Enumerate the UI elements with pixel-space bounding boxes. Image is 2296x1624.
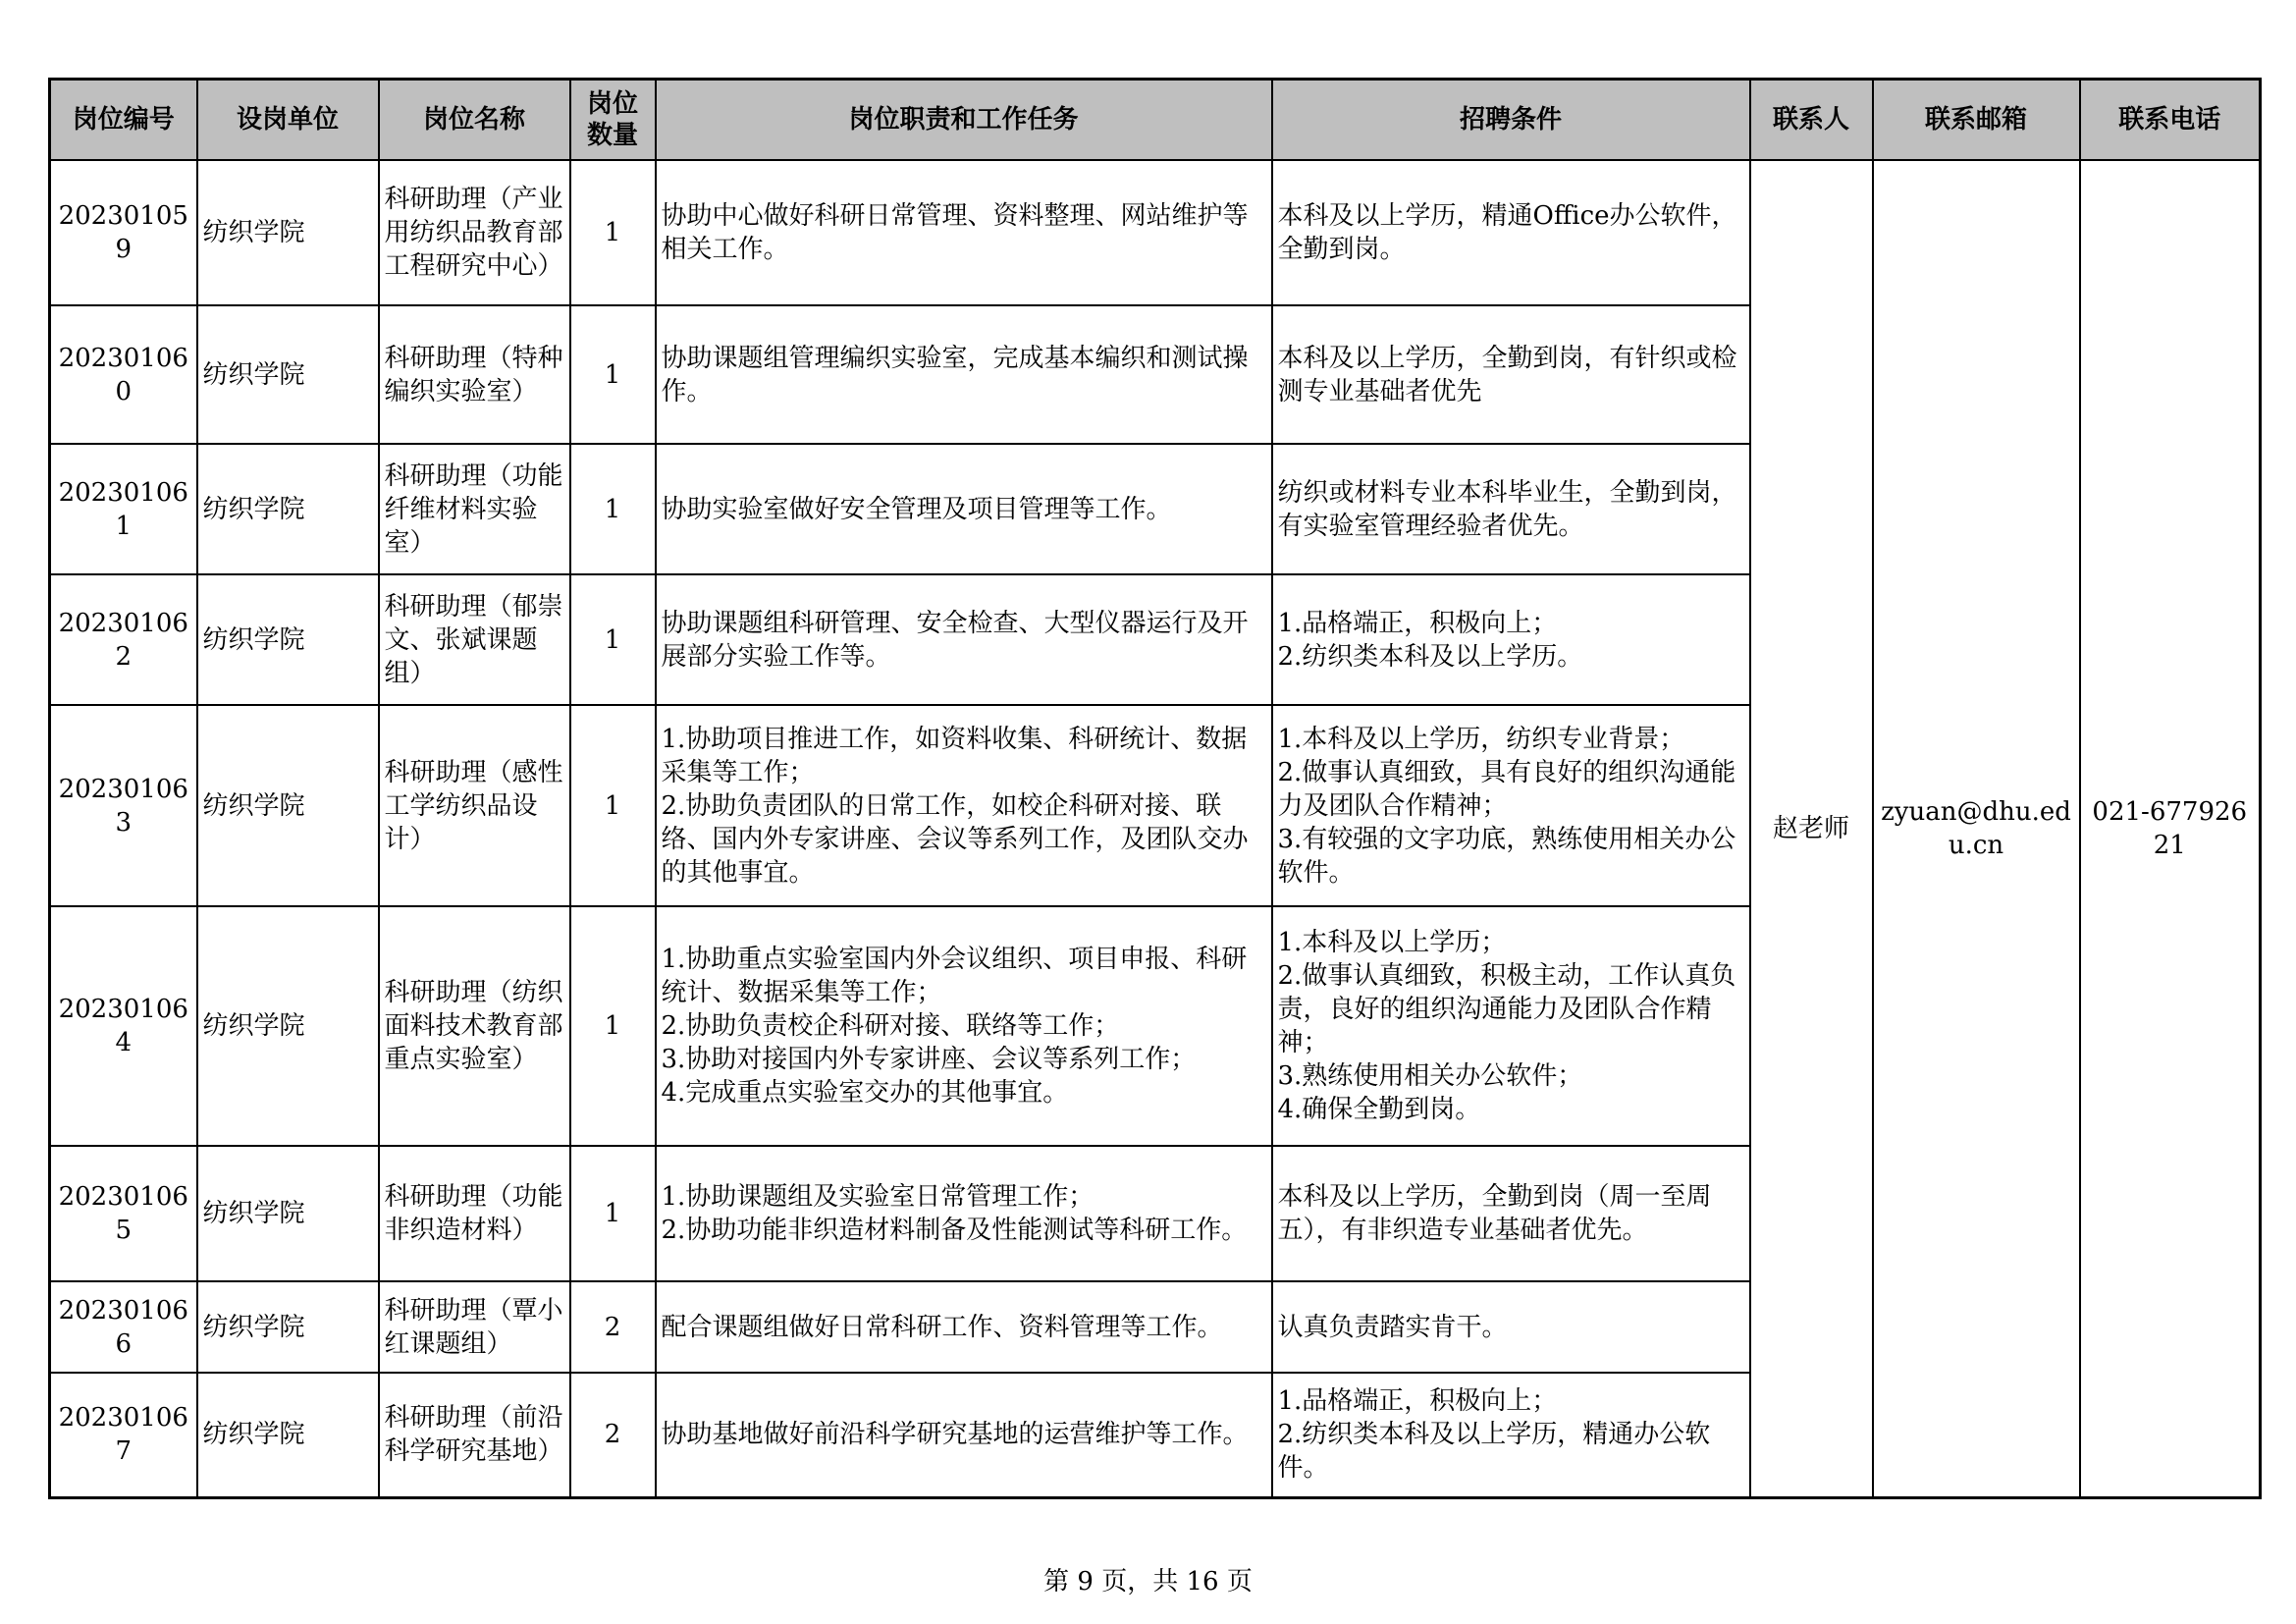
cell-unit: 纺织学院 — [197, 1146, 379, 1281]
cell-quantity: 1 — [570, 160, 656, 305]
page-footer — [0, 1565, 2296, 1598]
cell-duties — [656, 160, 1272, 305]
requirement-line: 本科及以上学历，精通Office办公软件，全勤到岗。 — [1277, 201, 1737, 264]
cell-position-name: 科研助理（功能纤维材料实验室） — [379, 444, 570, 574]
requirement-line: 纺织或材料专业本科毕业生，全勤到岗，有实验室管理经验者优先。 — [1277, 477, 1737, 541]
cell-duties — [656, 444, 1272, 574]
cell-position-id: 202301064 — [50, 906, 197, 1146]
duty-line: 协助课题组管理编织实验室，完成基本编织和测试操作。 — [661, 343, 1249, 406]
duty-line: 1.协助课题组及实验室日常管理工作； — [661, 1182, 1095, 1212]
footer-middle: 页，共 — [1101, 1567, 1179, 1597]
duty-line: 配合课题组做好日常科研工作、资料管理等工作。 — [661, 1312, 1223, 1342]
table-body — [50, 160, 2261, 1497]
header-requirements: 招聘条件 — [1272, 80, 1750, 161]
cell-quantity: 1 — [570, 444, 656, 574]
cell-position-id: 202301061 — [50, 444, 197, 574]
requirement-line: 3.熟练使用相关办公软件； — [1277, 1061, 1583, 1091]
header-contact-email: 联系邮箱 — [1873, 80, 2080, 161]
cell-duties — [656, 705, 1272, 906]
cell-quantity: 1 — [570, 906, 656, 1146]
header-quantity-line1: 岗位 — [586, 89, 638, 119]
cell-quantity: 2 — [570, 1373, 656, 1497]
cell-position-name: 科研助理（特种编织实验室） — [379, 305, 570, 444]
duty-line: 协助基地做好前沿科学研究基地的运营维护等工作。 — [661, 1420, 1249, 1450]
cell-unit: 纺织学院 — [197, 574, 379, 705]
cell-duties — [656, 1281, 1272, 1373]
cell-position-id: 202301062 — [50, 574, 197, 705]
cell-requirements — [1272, 906, 1750, 1146]
duty-line: 协助实验室做好安全管理及项目管理等工作。 — [661, 494, 1172, 524]
requirement-line: 3.有较强的文字功底，熟练使用相关办公软件。 — [1277, 824, 1736, 888]
cell-requirements — [1272, 444, 1750, 574]
requirement-line: 1.品格端正，积极向上； — [1277, 1386, 1558, 1417]
header-contact-person: 联系人 — [1750, 80, 1873, 161]
footer-page-number: 9 — [1077, 1567, 1094, 1597]
requirement-line: 本科及以上学历，全勤到岗（周一至周五），有非织造专业基础者优先。 — [1277, 1182, 1712, 1245]
cell-requirements — [1272, 1373, 1750, 1497]
footer-prefix: 第 — [1043, 1567, 1070, 1597]
requirement-line: 1.品格端正，积极向上； — [1277, 608, 1558, 638]
duty-line: 2.协助负责校企科研对接、联络等工作； — [661, 1011, 1120, 1041]
cell-position-name: 科研助理（纺织面料技术教育部重点实验室） — [379, 906, 570, 1146]
cell-unit: 纺织学院 — [197, 705, 379, 906]
requirement-line: 2.纺织类本科及以上学历。 — [1277, 641, 1583, 672]
cell-requirements — [1272, 305, 1750, 444]
header-quantity-line2: 数量 — [586, 121, 638, 150]
duty-line: 1.协助项目推进工作，如资料收集、科研统计、数据采集等工作； — [661, 724, 1248, 787]
cell-duties — [656, 305, 1272, 444]
job-table-container — [48, 78, 2259, 1499]
cell-duties — [656, 1146, 1272, 1281]
header-contact-phone: 联系电话 — [2080, 80, 2261, 161]
cell-unit: 纺织学院 — [197, 444, 379, 574]
requirement-line: 4.确保全勤到岗。 — [1277, 1095, 1481, 1124]
duty-line: 协助中心做好科研日常管理、资料整理、网站维护等相关工作。 — [661, 201, 1249, 264]
cell-quantity: 1 — [570, 1146, 656, 1281]
cell-position-name: 科研助理（郁崇文、张斌课题组） — [379, 574, 570, 705]
requirement-line: 本科及以上学历，全勤到岗，有针织或检测专业基础者优先 — [1277, 343, 1737, 406]
duty-line: 1.协助重点实验室国内外会议组织、项目申报、科研统计、数据采集等工作； — [661, 945, 1248, 1007]
duty-line: 协助课题组科研管理、安全检查、大型仪器运行及开展部分实验工作等。 — [661, 608, 1249, 672]
cell-requirements — [1272, 705, 1750, 906]
cell-quantity: 1 — [570, 705, 656, 906]
cell-quantity: 1 — [570, 574, 656, 705]
cell-duties — [656, 574, 1272, 705]
duty-line: 2.协助负责团队的日常工作，如校企科研对接、联络、国内外专家讲座、会议等系列工作，及团队交办的其他事宜。 — [661, 790, 1249, 888]
table-row — [50, 160, 2261, 305]
cell-position-name: 科研助理（功能非织造材料） — [379, 1146, 570, 1281]
table-header-row — [50, 80, 2261, 161]
footer-suffix: 页 — [1226, 1567, 1253, 1597]
cell-quantity: 1 — [570, 305, 656, 444]
cell-duties — [656, 906, 1272, 1146]
cell-requirements — [1272, 1146, 1750, 1281]
cell-requirements — [1272, 574, 1750, 705]
cell-requirements — [1272, 1281, 1750, 1373]
cell-unit: 纺织学院 — [197, 906, 379, 1146]
cell-position-id: 202301066 — [50, 1281, 197, 1373]
cell-position-id: 202301063 — [50, 705, 197, 906]
cell-contact-person: 赵老师 — [1750, 160, 1873, 1497]
cell-unit: 纺织学院 — [197, 305, 379, 444]
cell-quantity: 2 — [570, 1281, 656, 1373]
cell-position-name: 科研助理（产业用纺织品教育部工程研究中心） — [379, 160, 570, 305]
requirement-line: 认真负责踏实肯干。 — [1277, 1312, 1508, 1342]
cell-duties — [656, 1373, 1272, 1497]
cell-position-id: 202301067 — [50, 1373, 197, 1497]
cell-position-id: 202301065 — [50, 1146, 197, 1281]
cell-requirements — [1272, 160, 1750, 305]
header-position-name: 岗位名称 — [379, 80, 570, 161]
requirement-line: 1.本科及以上学历，纺织专业背景； — [1277, 724, 1685, 754]
duty-line: 2.协助功能非织造材料制备及性能测试等科研工作。 — [661, 1216, 1248, 1245]
duty-line: 3.协助对接国内外专家讲座、会议等系列工作； — [661, 1045, 1197, 1074]
cell-position-name: 科研助理（前沿科学研究基地） — [379, 1373, 570, 1497]
cell-contact-email: zyuan@dhu.edu.cn — [1873, 160, 2080, 1497]
footer-total-pages: 16 — [1186, 1567, 1219, 1597]
header-quantity — [570, 80, 656, 161]
header-unit: 设岗单位 — [197, 80, 379, 161]
cell-unit: 纺织学院 — [197, 1281, 379, 1373]
cell-position-id: 202301060 — [50, 305, 197, 444]
cell-contact-phone: 021-67792621 — [2080, 160, 2261, 1497]
requirement-line: 1.本科及以上学历； — [1277, 928, 1507, 957]
requirement-line: 2.纺织类本科及以上学历，精通办公软件。 — [1277, 1420, 1711, 1484]
job-table — [48, 78, 2262, 1499]
header-duties: 岗位职责和工作任务 — [656, 80, 1272, 161]
requirement-line: 2.做事认真细致，积极主动，工作认真负责，良好的组织沟通能力及团队合作精神； — [1277, 961, 1736, 1057]
cell-unit: 纺织学院 — [197, 160, 379, 305]
cell-unit: 纺织学院 — [197, 1373, 379, 1497]
header-position-id: 岗位编号 — [50, 80, 197, 161]
cell-position-name: 科研助理（覃小红课题组） — [379, 1281, 570, 1373]
requirement-line: 2.做事认真细致，具有良好的组织沟通能力及团队合作精神； — [1277, 757, 1736, 821]
cell-position-name: 科研助理（感性工学纺织品设计） — [379, 705, 570, 906]
duty-line: 4.完成重点实验室交办的其他事宜。 — [661, 1078, 1069, 1108]
cell-position-id: 202301059 — [50, 160, 197, 305]
